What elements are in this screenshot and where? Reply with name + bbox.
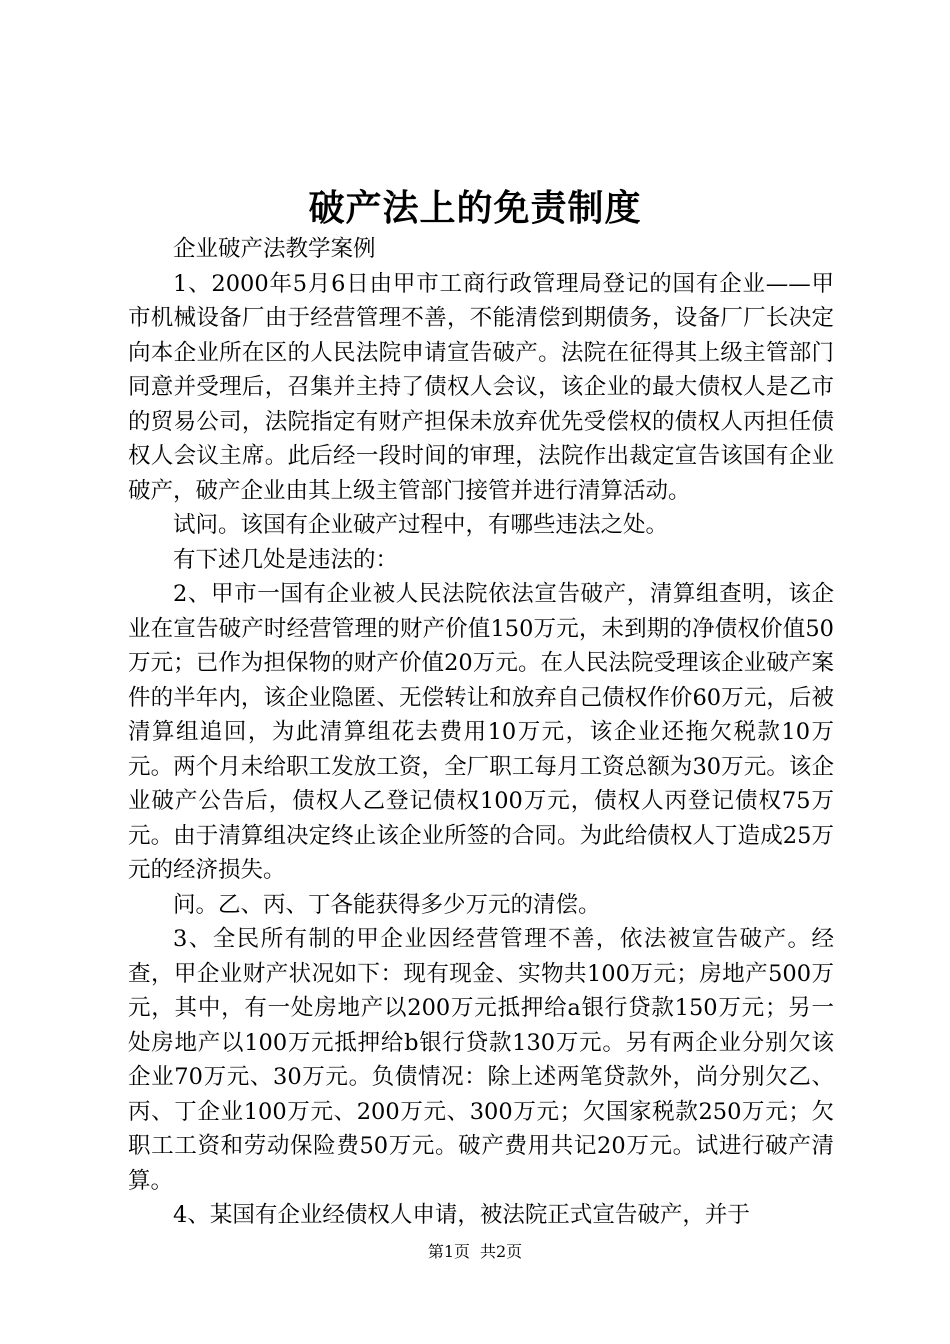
paragraph-question-1: 试问。该国有企业破产过程中，有哪些违法之处。 <box>173 512 669 538</box>
paragraph-case-4: 4、某国有企业经债权人申请，被法院正式宣告破产，并于 <box>173 1202 750 1228</box>
paragraph-case-2: 2、甲市一国有企业被人民法院依法宣告破产，清算组查明，该企业在宣告破产时经营管理的财产价值150万元，未到期的净债权价值50万元；已作为担保物的财产价值20万元。在人民法院受理该企业破产案件的半年内，该企业隐匿、无偿转让和放弃自己债权作价60万元，后被清算组追回，为此清算组花去费用10万元，该企业还拖欠税款10万元。两个月未给职工发放工资，全厂职工每月工资总额为30万元。该企业破产公告后，债权人乙登记债权100万元，债权人丙登记债权75万元。由于清算组决定终止该企业所签的合同。为此给债权人丁造成25万元的经济损失。 <box>128 581 834 883</box>
page-footer <box>0 1240 950 1264</box>
paragraph-case-3: 3、全民所有制的甲企业因经营管理不善，依法被宣告破产。经查，甲企业财产状况如下：现有现金、实物共100万元；房地产500万元，其中，有一处房地产以200万元抵押给a银行贷款150万元；另一处房地产以100万元抵押给b银行贷款130万元。另有两企业分别欠该企业70万元、30万元。负债情况：除上述两笔贷款外，尚分别欠乙、丙、丁企业100万元、200万元、300万元；欠国家税款250万元；欠职工工资和劳动保险费50万元。破产费用共记20万元。试进行破产清算。 <box>128 926 834 1194</box>
paragraph-question-2: 问。乙、丙、丁各能获得多少万元的清偿。 <box>173 891 601 918</box>
page-number: 第1页 <box>427 1242 470 1261</box>
paragraph-answer-intro: 有下述几处是违法的： <box>173 546 399 573</box>
paragraph-case-1: 1、2000年5月6日由甲市工商行政管理局登记的国有企业——甲市机械设备厂由于经营管理不善，不能清偿到期债务，设备厂厂长决定向本企业所在区的人民法院申请宣告破产。法院在征得其上级主管部门同意并受理后，召集并主持了债权人会议，该企业的最大债权人是乙市的贸易公司，法院指定有财产担保未放弃优先受偿权的债权人丙担任债权人会议主席。此后经一段时间的审理，法院作出裁定宣告该国有企业破产，破产企业由其上级主管部门接管并进行清算活动。 <box>128 270 834 504</box>
document-title: 破产法上的免责制度 <box>308 187 642 229</box>
document-body <box>128 232 834 1233</box>
page-total: 共2页 <box>480 1242 523 1261</box>
paragraph-subtitle: 企业破产法教学案例 <box>173 236 376 262</box>
